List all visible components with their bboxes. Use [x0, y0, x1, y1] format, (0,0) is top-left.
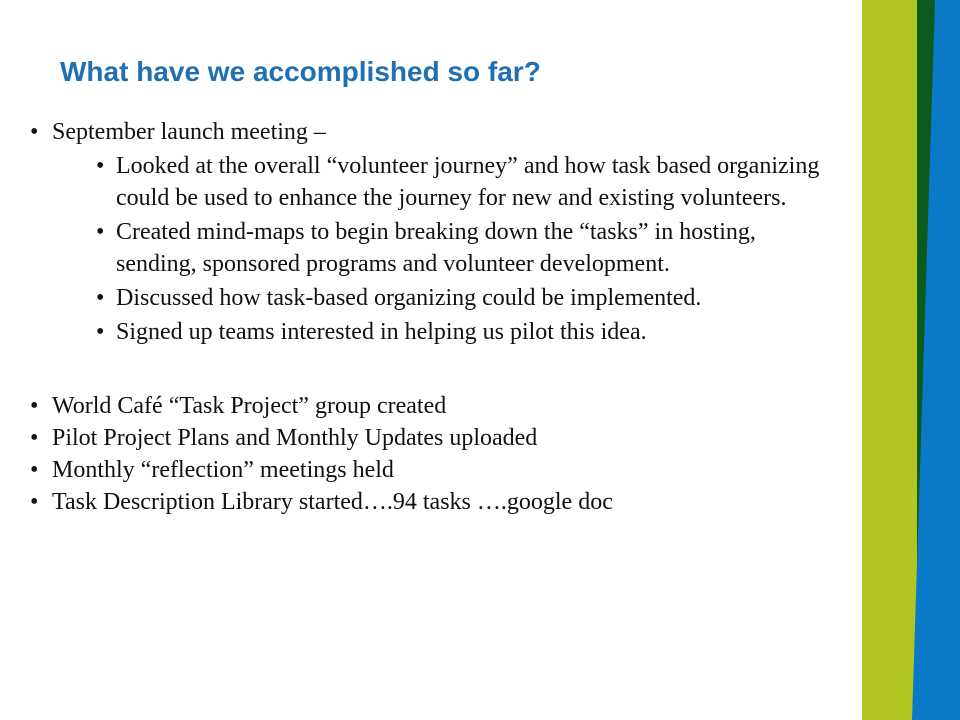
- light-green-stripe: [862, 0, 917, 720]
- sub-bullet-list: [52, 150, 828, 348]
- sub-bullet-item: • Looked at the overall “volunteer journey” and how task based organizing could be used to enhance the journey for new and existing volunteers.: [52, 150, 836, 214]
- slide-body: [28, 116, 828, 518]
- bullet-text: September launch meeting –: [52, 119, 326, 145]
- bullet-item: [28, 116, 828, 348]
- bullet-list-secondary: [28, 390, 828, 518]
- bullet-item: • Task Description Library started….94 tasks ….google doc: [28, 486, 828, 518]
- bullet-item: • Pilot Project Plans and Monthly Updates uploaded: [28, 422, 828, 454]
- bullet-item: • World Café “Task Project” group created: [28, 390, 828, 422]
- sub-bullet-item: • Signed up teams interested in helping us pilot this idea.: [52, 316, 836, 348]
- bullet-item: • Monthly “reflection” meetings held: [28, 454, 828, 486]
- sub-bullet-item: • Created mind-maps to begin breaking down the “tasks” in hosting, sending, sponsored programs and volunteer development.: [52, 216, 836, 280]
- sub-bullet-item: • Discussed how task-based organizing could be implemented.: [52, 282, 836, 314]
- spacer: [28, 350, 828, 390]
- slide-title: What have we accomplished so far?: [60, 56, 541, 87]
- bullet-list-main: [28, 116, 828, 348]
